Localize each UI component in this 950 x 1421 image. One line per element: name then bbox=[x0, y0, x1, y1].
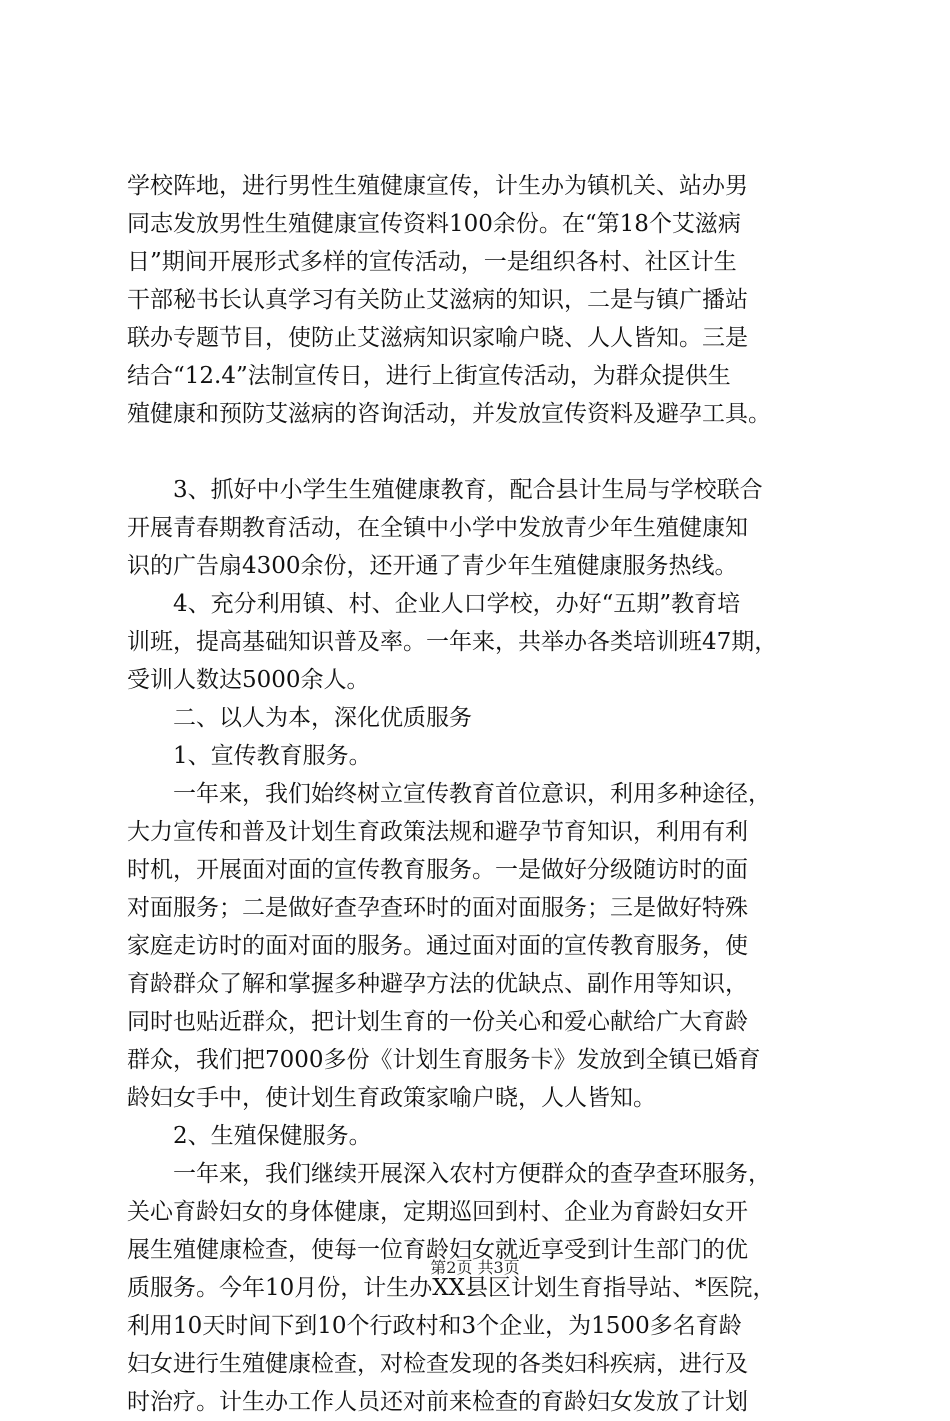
text-line: 干部秘书长认真学习有关防止艾滋病的知识，二是与镇广播站 bbox=[127, 287, 748, 313]
text-line: 展生殖健康检查，使每一位育龄妇女就近享受到计生部门的优 bbox=[127, 1237, 748, 1263]
text-line: 时治疗。计生办工作人员还对前来检查的育龄妇女发放了计划 bbox=[127, 1389, 748, 1415]
text-line: 大力宣传和普及计划生育政策法规和避孕节育知识，利用有利 bbox=[127, 819, 748, 845]
text-line: 关心育龄妇女的身体健康，定期巡回到村、企业为育龄妇女开 bbox=[127, 1199, 748, 1225]
text-line: 育龄群众了解和掌握多种避孕方法的优缺点、副作用等知识， bbox=[127, 971, 748, 997]
text-line: 群众，我们把7000多份《计划生育服务卡》发放到全镇已婚育 bbox=[127, 1047, 761, 1073]
text-line: 日”期间开展形式多样的宣传活动，一是组织各村、社区计生 bbox=[127, 249, 737, 275]
text-line: 学校阵地，进行男性生殖健康宣传，计生办为镇机关、站办男 bbox=[127, 173, 748, 199]
subsection-heading: 2、生殖保健服务。 bbox=[127, 1123, 372, 1149]
text-line: 利用10天时间下到10个行政村和3个企业，为1500多名育龄 bbox=[127, 1313, 742, 1339]
text-line: 开展青春期教育活动，在全镇中小学中发放青少年生殖健康知 bbox=[127, 515, 748, 541]
text-line: 3、抓好中小学生生殖健康教育，配合县计生局与学校联合 bbox=[127, 477, 763, 503]
page-number-footer: 第2页 共3页 bbox=[430, 1258, 520, 1277]
text-line: 质服务。今年10月份，计生办XX县区计划生育指导站、*医院， bbox=[127, 1275, 776, 1301]
text-line: 妇女进行生殖健康检查，对检查发现的各类妇科疾病，进行及 bbox=[127, 1351, 748, 1377]
text-line: 联办专题节目，使防止艾滋病知识家喻户晓、人人皆知。三是 bbox=[127, 325, 748, 351]
text-line: 结合“12.4”法制宣传日，进行上街宣传活动，为群众提供生 bbox=[127, 363, 731, 389]
text-line: 时机，开展面对面的宣传教育服务。一是做好分级随访时的面 bbox=[127, 857, 748, 883]
text-line: 对面服务；二是做好查孕查环时的面对面服务；三是做好特殊 bbox=[127, 895, 748, 921]
subsection-heading: 1、宣传教育服务。 bbox=[127, 743, 372, 769]
text-line: 家庭走访时的面对面的服务。通过面对面的宣传教育服务，使 bbox=[127, 933, 748, 959]
text-line: 同志发放男性生殖健康宣传资料100余份。在“第18个艾滋病 bbox=[127, 211, 741, 237]
text-line: 同时也贴近群众，把计划生育的一份关心和爱心献给广大育龄 bbox=[127, 1009, 748, 1035]
text-line: 受训人数达5000余人。 bbox=[127, 667, 370, 693]
text-line: 训班，提高基础知识普及率。一年来，共举办各类培训班47期， bbox=[127, 629, 778, 655]
section-heading: 二、以人为本，深化优质服务 bbox=[127, 705, 472, 731]
text-line: 一年来，我们继续开展深入农村方便群众的查孕查环服务， bbox=[127, 1161, 771, 1187]
document-body bbox=[127, 167, 847, 1421]
text-line: 4、充分利用镇、村、企业人口学校，办好“五期”教育培 bbox=[127, 591, 741, 617]
text-line: 殖健康和预防艾滋病的咨询活动，并发放宣传资料及避孕工具。 bbox=[127, 401, 771, 427]
text-line: 识的广告扇4300余份，还开通了青少年生殖健康服务热线。 bbox=[127, 553, 738, 579]
text-line: 一年来，我们始终树立宣传教育首位意识，利用多种途径， bbox=[127, 781, 771, 807]
text-line: 龄妇女手中，使计划生育政策家喻户晓，人人皆知。 bbox=[127, 1085, 656, 1111]
